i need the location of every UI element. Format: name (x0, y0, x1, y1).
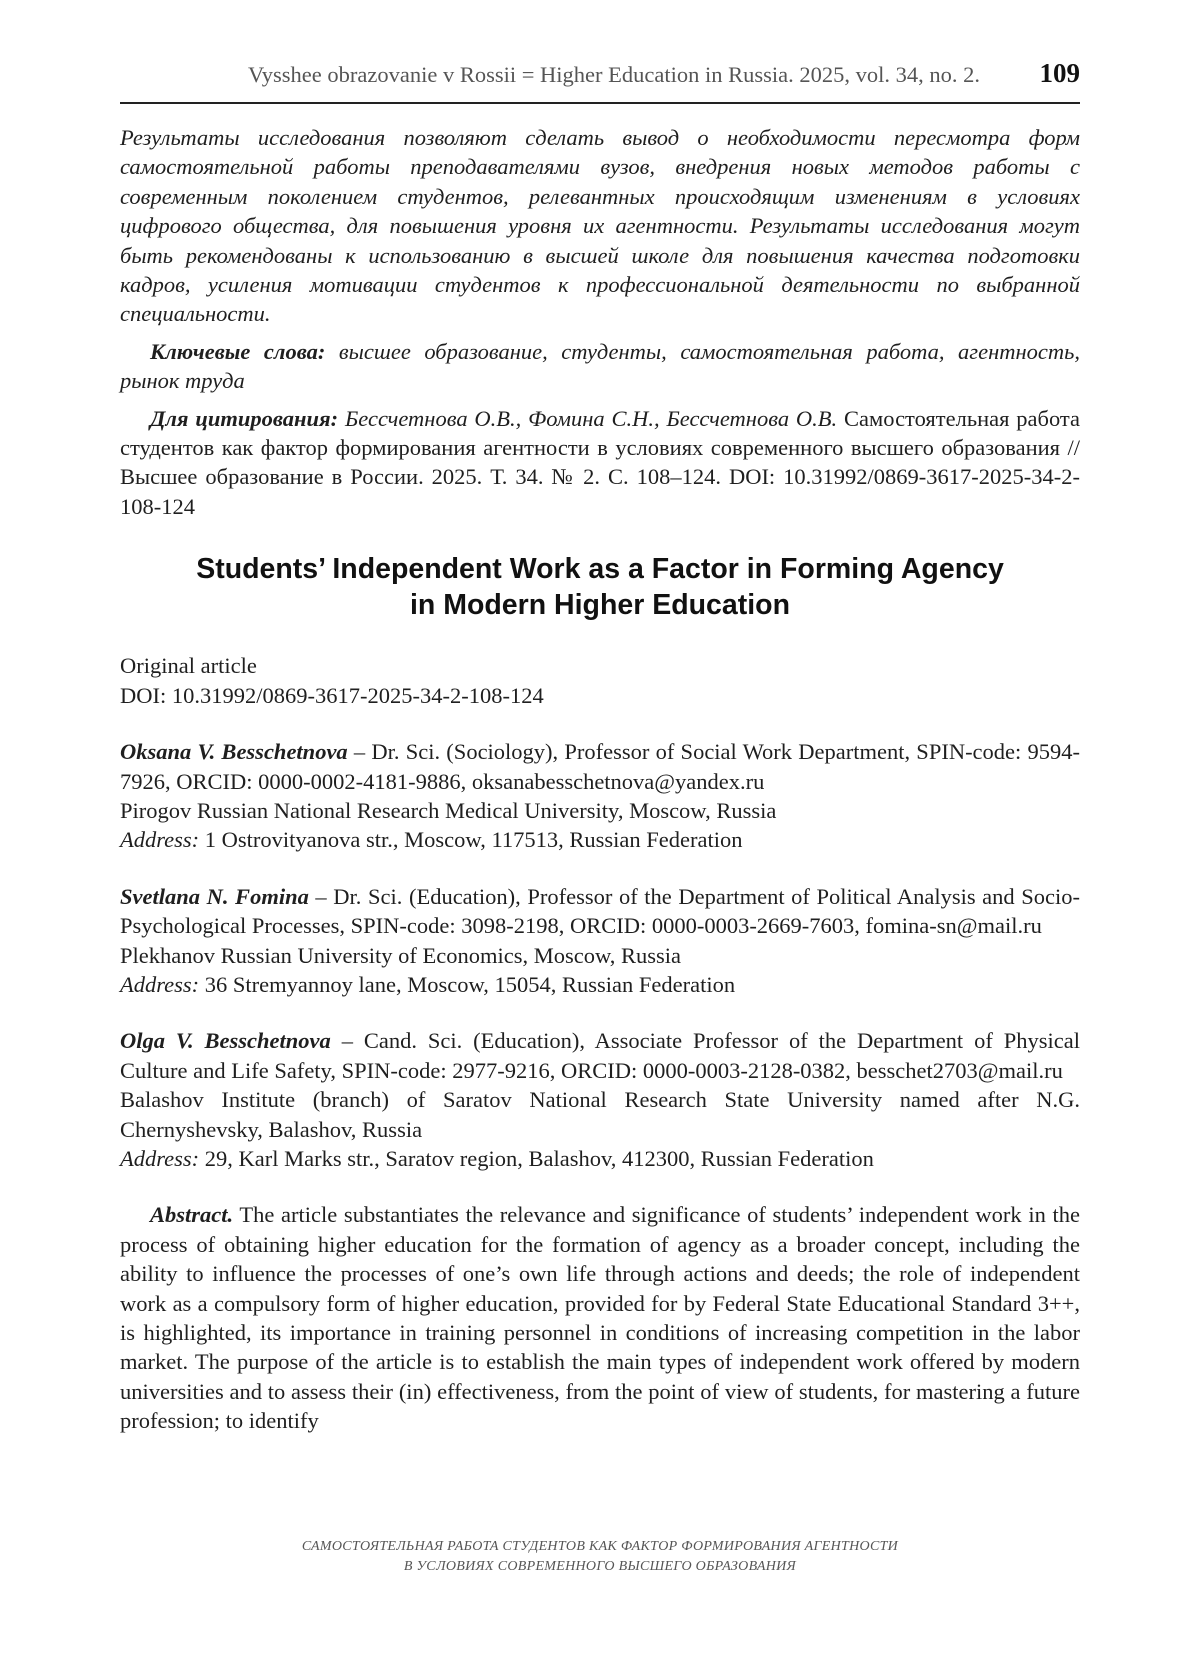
russian-abstract-end: Результаты исследования позволяют сделать вывод о необходимости пересмотра форм самостоятельной работы преподавателями вузов, внедрения новых методов работы с современным поколением студентов, релевантных происходящим изменениям в условиях цифрового общества, для повышения уровня их агентности. Результаты исследования могут быть рекомендованы к использованию в высшей школе для повышения качества подготовки кадров, усиления мотивации студентов к профессиональной деятельности по выбранной специальности. (120, 125, 1080, 327)
running-header (120, 60, 1080, 104)
author-credentials (120, 1026, 1080, 1085)
keywords-text: высшее образование, студенты, самостоятельная работа, агентность, рынок труда (120, 338, 1080, 394)
author-credentials (120, 737, 1080, 796)
author-block (120, 737, 1080, 855)
article-meta (120, 651, 1080, 710)
article-doi: DOI: 10.31992/0869-3617-2025-34-2-108-124 (120, 682, 544, 708)
author-affiliation: Balashov Institute (branch) of Saratov National Research State University named after N.G. Chernyshevsky, Balashov, Russia (120, 1087, 1080, 1142)
address-label: Address: (120, 827, 200, 853)
abstract-label: Abstract. (150, 1202, 234, 1228)
footer-line-1: САМОСТОЯТЕЛЬНАЯ РАБОТА СТУДЕНТОВ КАК ФАКТОР ФОРМИРОВАНИЯ АГЕНТНОСТИ (301, 1539, 899, 1554)
author-block (120, 1026, 1080, 1173)
footer-line-2: В УСЛОВИЯХ СОВРЕМЕННОГО ВЫСШЕГО ОБРАЗОВАНИЯ (403, 1559, 797, 1574)
citation-authors: Бессчетнова О.В., Фомина С.Н., Бессчетнова О.В. (345, 405, 838, 431)
author-credentials (120, 882, 1080, 941)
author-name: Oksana V. Besschetnova (120, 739, 348, 765)
running-footer (0, 1537, 1200, 1577)
author-address (120, 825, 1080, 854)
address-label: Address: (120, 1145, 200, 1171)
english-abstract (120, 1200, 1080, 1435)
page-content (120, 123, 1080, 1436)
author-details: – Cand. Sci. (Education), Associate Professor of the Department of Physical Culture and Life Safety, SPIN-code: 2977-9216, ORCID: 0000-0003-2128-0382, besschet2703@mail.ru (120, 1028, 1080, 1083)
citation (120, 404, 1080, 522)
article-title-line-2: in Modern Higher Education (409, 589, 790, 622)
page-number: 109 (1039, 58, 1080, 88)
author-block (120, 882, 1080, 1000)
address-text: 1 Ostrovityanova str., Moscow, 117513, Russian Federation (199, 827, 743, 853)
author-address (120, 970, 1080, 999)
address-text: 36 Stremyannoy lane, Moscow, 15054, Russian Federation (199, 971, 736, 997)
article-title-line-1: Students’ Independent Work as a Factor in Forming Agency (196, 553, 1004, 586)
article-type: Original article (120, 653, 257, 679)
keywords (120, 337, 1080, 396)
keywords-label: Ключевые слова: (150, 338, 326, 364)
journal-title: Vysshee obrazovanie v Rossii = Higher Education in Russia. 2025, vol. 34, no. 2. (248, 62, 980, 87)
author-affiliation: Pirogov Russian National Research Medical University, Moscow, Russia (120, 797, 777, 823)
author-name: Svetlana N. Fomina (120, 883, 309, 909)
author-details: – Dr. Sci. (Sociology), Professor of Social Work Department, SPIN-code: 9594-7926, ORCID: 0000-0002-4181-9886, oksanabesschetnova@yandex.ru (120, 739, 1080, 794)
author-details: – Dr. Sci. (Education), Professor of the Department of Political Analysis and Socio-Psychological Processes, SPIN-code: 3098-2198, ORCID: 0000-0003-2669-7603, fomina-sn@mail.ru (120, 883, 1081, 939)
citation-text: Самостоятельная работа студентов как фактор формирования агентности в условиях современного высшего образования // Высшее образование в России. 2025. Т. 34. № 2. С. 108–124. DOI: 10.31992/0869-3617-2025-34-2-108-124 (120, 405, 1081, 519)
author-address (120, 1144, 1080, 1173)
article-title (120, 551, 1080, 623)
address-label: Address: (120, 971, 200, 997)
abstract-text: The article substantiates the relevance and significance of students’ independent work in the process of obtaining higher education for the formation of agency as a broader concept, including the ability to influence the processes of one’s own life through actions and deeds; the role of independent work as a compulsory form of higher education, provided for by Federal State Educational Standard 3++, is highlighted, its importance in training personnel in conditions of increasing competition in the labor market. The purpose of the article is to establish the main types of independent work offered by modern universities and to assess their (in) effectiveness, from the point of view of students, for mastering a future profession; to identify (120, 1202, 1080, 1434)
address-text: 29, Karl Marks str., Saratov region, Balashov, 412300, Russian Federation (199, 1145, 874, 1171)
author-name: Olga V. Besschetnova (120, 1028, 331, 1054)
citation-label: Для цитирования: (150, 405, 339, 431)
author-affiliation: Plekhanov Russian University of Economics, Moscow, Russia (120, 942, 681, 968)
